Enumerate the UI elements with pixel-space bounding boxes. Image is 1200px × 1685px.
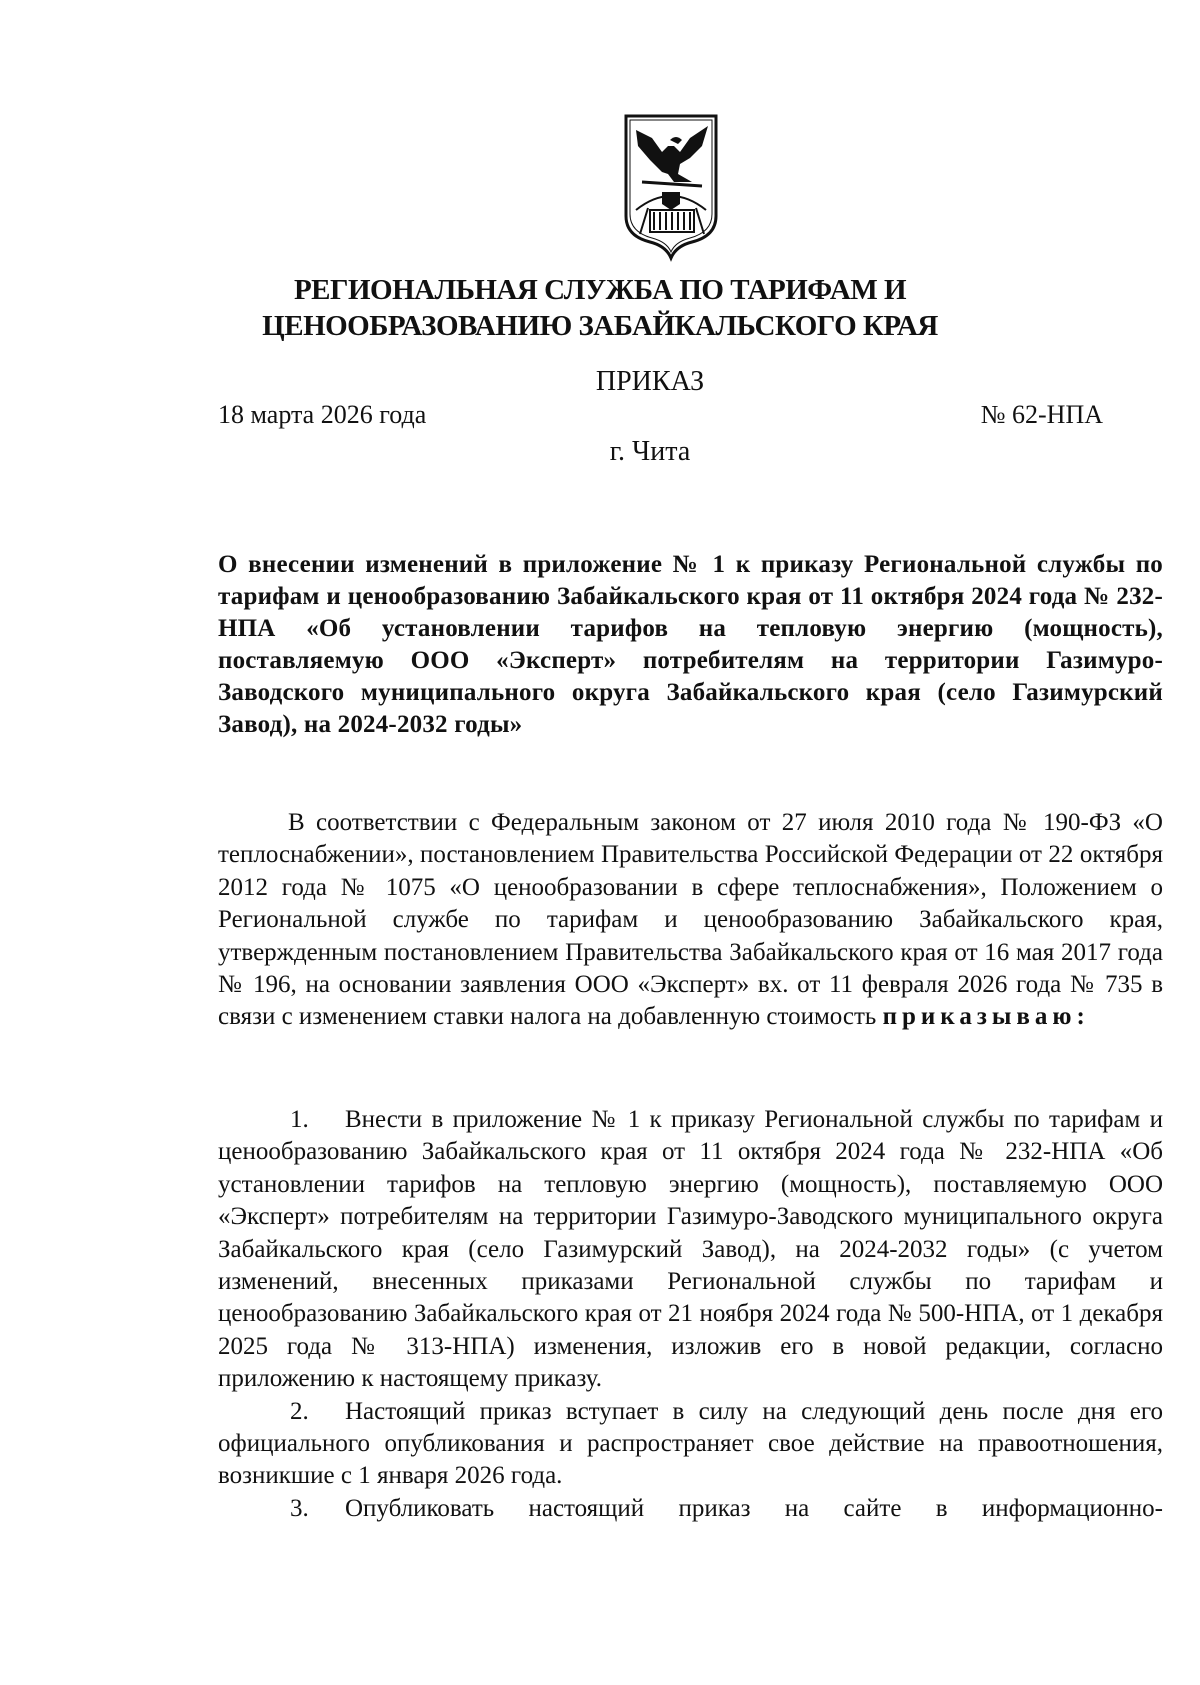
order-point <box>218 1104 1163 1396</box>
order-point <box>218 1493 1163 1525</box>
organization-name-line1: РЕГИОНАЛЬНАЯ СЛУЖБА ПО ТАРИФАМ И <box>293 274 907 306</box>
preamble-command: приказываю: <box>882 1003 1090 1031</box>
point-number: 2. <box>290 1397 309 1425</box>
preamble <box>218 807 1163 1034</box>
point-number: 3. <box>290 1494 309 1522</box>
document-date: 18 марта 2026 года <box>218 400 427 429</box>
preamble-text: В соответствии с Федеральным законом от 27 июля 2010 года № 190-ФЗ «О теплоснабжении», постановлением Правительства Российской Федерации от 22 октября 2012 года № 1075 «О ценообразовании в сфере теплоснабжения», Положением о Региональной службе по тарифам и ценообразованию Забайкальского края, утвержденным постановлением Правительства Забайкальского края от 16 мая 2017 года № 196, на основании заявления ООО «Эксперт» вх. от 11 февраля 2026 года № 735 в связи с изменением ставки налога на добавленную стоимость <box>218 809 1163 1031</box>
point-number: 1. <box>290 1106 309 1133</box>
document-type-title: ПРИКАЗ <box>595 366 705 397</box>
order-point <box>218 1396 1163 1493</box>
point-text: Внести в приложение № 1 к приказу Региональной службы по тарифам и ценообразованию Забайкальского края от 11 октября 2024 года № 232-НПА «Об установлении тарифов на тепловую энергию (мощность), поставляемую ООО «Эксперт» потребителям на территории Газимуро-Заводского муниципального округа Забайкальского края (село Газимурский Завод), на 2024-2032 годы» (с учетом изменений, внесенных приказами Региональной службы по тарифам и ценообразованию Забайкальского края от 21 ноября 2024 года № 500-НПА, от 1 декабря 2025 года № 313-НПА) изменения, изложив его в новой редакции, согласно приложению к настоящему приказу. <box>218 1106 1163 1393</box>
zabaykalsky-krai-coat-of-arms-icon <box>622 112 720 262</box>
order-points <box>218 1104 1163 1525</box>
document-subject: О внесении изменений в приложение № 1 к приказу Региональной службы по тарифам и ценообразованию Забайкальского края от 11 октября 2024 года № 232-НПА «Об установлении тарифов на тепловую энергию (мощность), поставляемую ООО «Эксперт» потребителям на территории Газимуро-Заводского муниципального округа Забайкальского края (село Газимурский Завод), на 2024-2032 годы» <box>218 551 1163 738</box>
document-city: г. Чита <box>609 436 691 467</box>
point-text: Опубликовать настоящий приказ на сайте в информационно- <box>345 1494 1163 1522</box>
organization-name-line2: ЦЕНООБРАЗОВАНИЮ ЗАБАЙКАЛЬСКОГО КРАЯ <box>262 310 938 342</box>
document-number: № 62-НПА <box>980 400 1103 429</box>
point-text: Настоящий приказ вступает в силу на следующий день после дня его официального опубликования и распространяет свое действие на правоотношения, возникшие с 1 января 2026 года. <box>218 1397 1163 1490</box>
